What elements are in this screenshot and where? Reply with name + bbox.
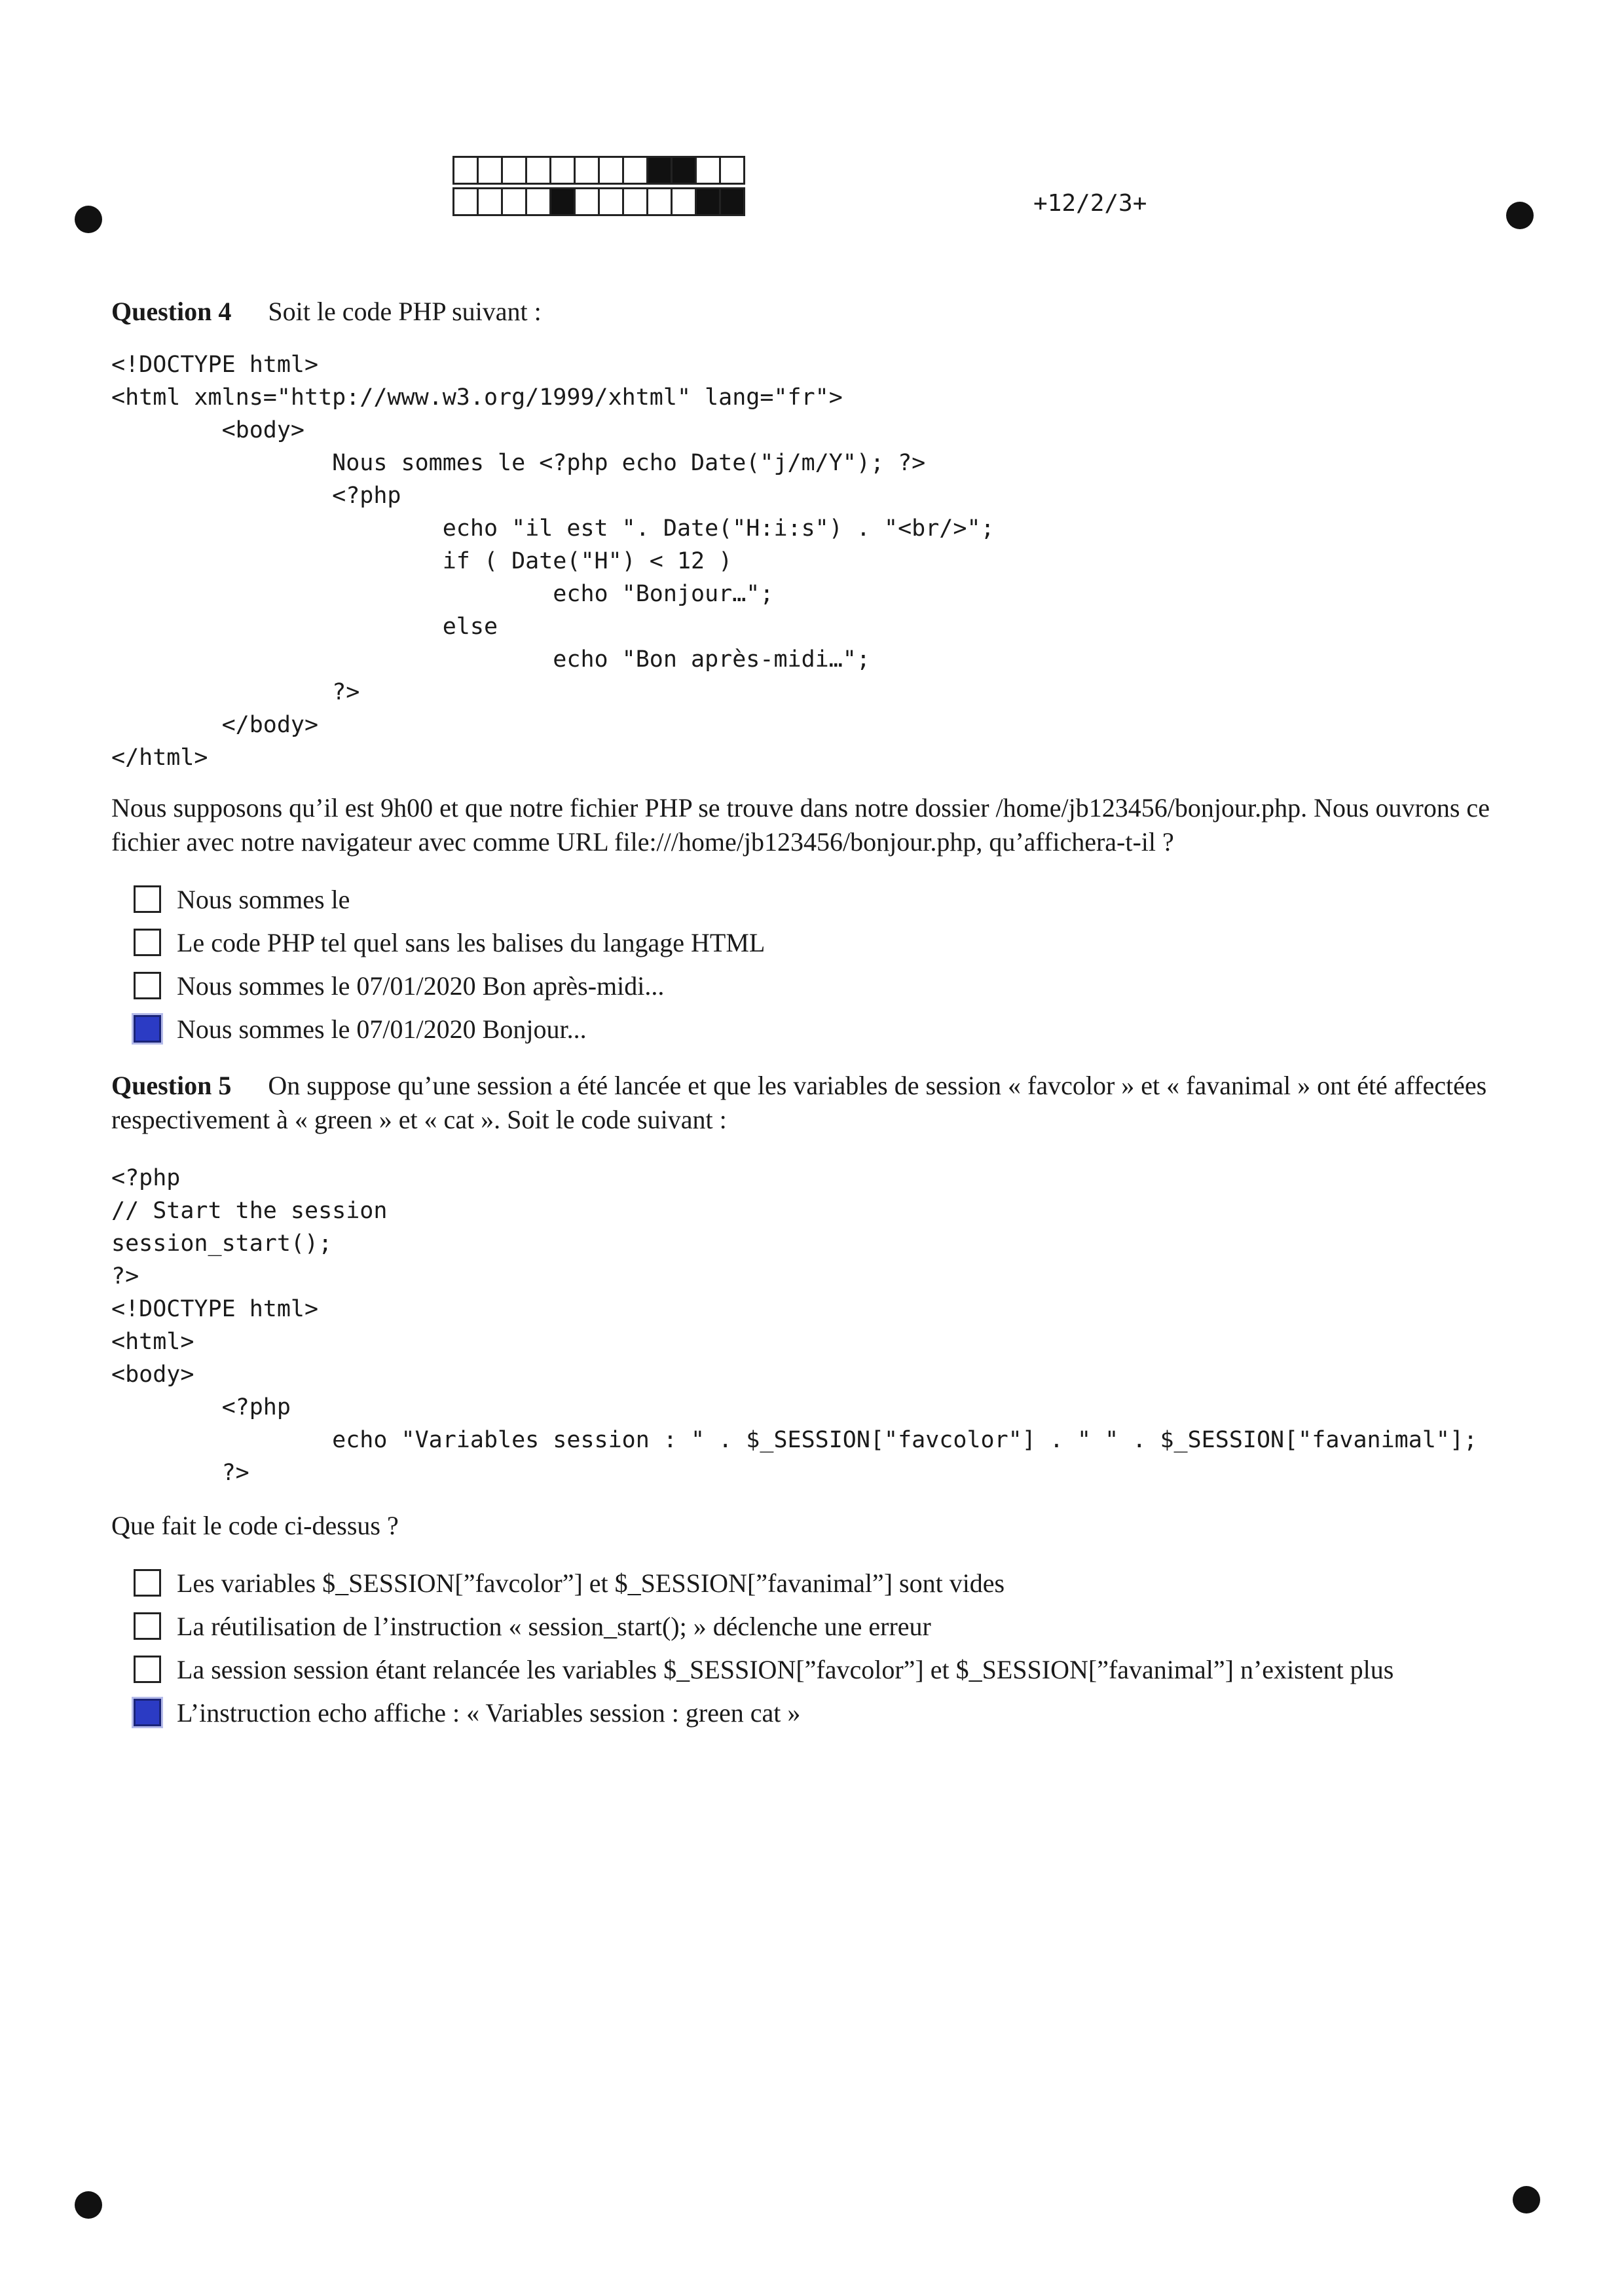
- answer-option[interactable]: [134, 1604, 1393, 1648]
- id-grid-cell: [646, 187, 673, 216]
- id-grid-cell: [598, 187, 624, 216]
- question-4-answers: [134, 878, 765, 1050]
- id-grid-cell: [695, 187, 721, 216]
- registration-mark-top-right: [1506, 202, 1534, 229]
- answer-label: La réutilisation de l’instruction « session_start(); » déclenche une erreur: [177, 1611, 931, 1641]
- answer-option[interactable]: [134, 878, 765, 921]
- question-title-text: Soit le code PHP suivant :: [268, 297, 542, 326]
- registration-mark-top-left: [75, 206, 102, 233]
- answer-label: Nous sommes le: [177, 884, 350, 914]
- answer-option[interactable]: [134, 964, 765, 1007]
- id-grid-row-1: [454, 156, 745, 185]
- question-4-code-block: <!DOCTYPE html> <html xmlns="http://www.w3.org/1999/xhtml" lang="fr"> <body> Nous sommes le <?php echo Date("j/m/Y"); ?> <?php echo "il est ". Date("H:i:s") . "<br/>"; if ( Date("H") < 12 ) echo "Bonjour…"; else echo "Bon après-midi…"; ?> </body> </html>: [111, 352, 995, 771]
- id-grid-cell: [574, 156, 600, 185]
- id-grid-cell: [477, 187, 503, 216]
- id-grid-cell: [452, 187, 479, 216]
- id-grid-cell: [549, 156, 576, 185]
- checkbox-unchecked[interactable]: [134, 929, 161, 956]
- id-grid-cell: [719, 156, 745, 185]
- question-5-heading: [111, 1069, 1513, 1137]
- id-grid-cell: [525, 156, 551, 185]
- question-number: Question 4: [111, 297, 232, 326]
- id-grid-cell: [477, 156, 503, 185]
- answer-option[interactable]: [134, 921, 765, 964]
- question-5-code-block: <?php // Start the session session_start(); ?> <!DOCTYPE html> <html> <body> <?php echo "Variables session : " . $_SESSION["favcolor"] . " " . $_SESSION["favanimal"]; ?>: [111, 1165, 1478, 1486]
- checkbox-unchecked[interactable]: [134, 972, 161, 999]
- answer-option[interactable]: [134, 1648, 1393, 1691]
- answer-label: La session session étant relancée les variables $_SESSION[”favcolor”] et $_SESSION[”favanimal”] n’existent plus: [177, 1654, 1394, 1684]
- answer-label: L’instruction echo affiche : « Variables session : green cat »: [177, 1697, 801, 1728]
- checkbox-checked[interactable]: [134, 1699, 161, 1726]
- id-grid-cell: [671, 156, 697, 185]
- checkbox-checked[interactable]: [134, 1015, 161, 1043]
- question-5-answers: [134, 1561, 1393, 1734]
- id-grid-cell: [452, 156, 479, 185]
- page-code: +12/2/3+: [1033, 190, 1147, 217]
- answer-option[interactable]: [134, 1007, 765, 1050]
- id-grid-cell: [646, 156, 673, 185]
- id-grid-cell: [501, 156, 527, 185]
- registration-mark-bottom-right: [1513, 2186, 1540, 2213]
- question-4-prompt: Nous supposons qu’il est 9h00 et que notre fichier PHP se trouve dans notre dossier /home/jb123456/bonjour.php. Nous ouvrons ce fichier avec notre navigateur avec comme URL file:///home/jb123456/bonjour.php, qu’affichera-t-il ?: [111, 793, 1490, 857]
- answer-option[interactable]: [134, 1561, 1393, 1604]
- id-grid-cell: [549, 187, 576, 216]
- id-grid-cell: [574, 187, 600, 216]
- checkbox-unchecked[interactable]: [134, 1656, 161, 1683]
- id-grid-cell: [719, 187, 745, 216]
- id-grid-cell: [695, 156, 721, 185]
- checkbox-unchecked[interactable]: [134, 1612, 161, 1640]
- id-grid-cell: [622, 156, 648, 185]
- answer-label: Les variables $_SESSION[”favcolor”] et $_SESSION[”favanimal”] sont vides: [177, 1568, 1005, 1598]
- question-number: Question 5: [111, 1071, 232, 1100]
- answer-option[interactable]: [134, 1691, 1393, 1734]
- id-grid-row-2: [454, 187, 745, 216]
- checkbox-unchecked[interactable]: [134, 1569, 161, 1597]
- id-grid-cell: [501, 187, 527, 216]
- checkbox-unchecked[interactable]: [134, 885, 161, 913]
- answer-label: Le code PHP tel quel sans les balises du langage HTML: [177, 927, 766, 957]
- question-title-text: On suppose qu’une session a été lancée et que les variables de session « favcolor » et « favanimal » ont été affectées respectivement à « green » et « cat ». Soit le code suivant :: [111, 1071, 1487, 1134]
- id-grid-cell: [622, 187, 648, 216]
- id-grid-cell: [671, 187, 697, 216]
- id-grid-cell: [525, 187, 551, 216]
- answer-label: Nous sommes le 07/01/2020 Bonjour...: [177, 1014, 587, 1044]
- question-4-heading: [111, 295, 1513, 329]
- question-5-prompt: Que fait le code ci-dessus ?: [111, 1511, 399, 1540]
- registration-mark-bottom-left: [75, 2191, 102, 2219]
- id-grid-cell: [598, 156, 624, 185]
- answer-label: Nous sommes le 07/01/2020 Bon après-midi...: [177, 971, 665, 1001]
